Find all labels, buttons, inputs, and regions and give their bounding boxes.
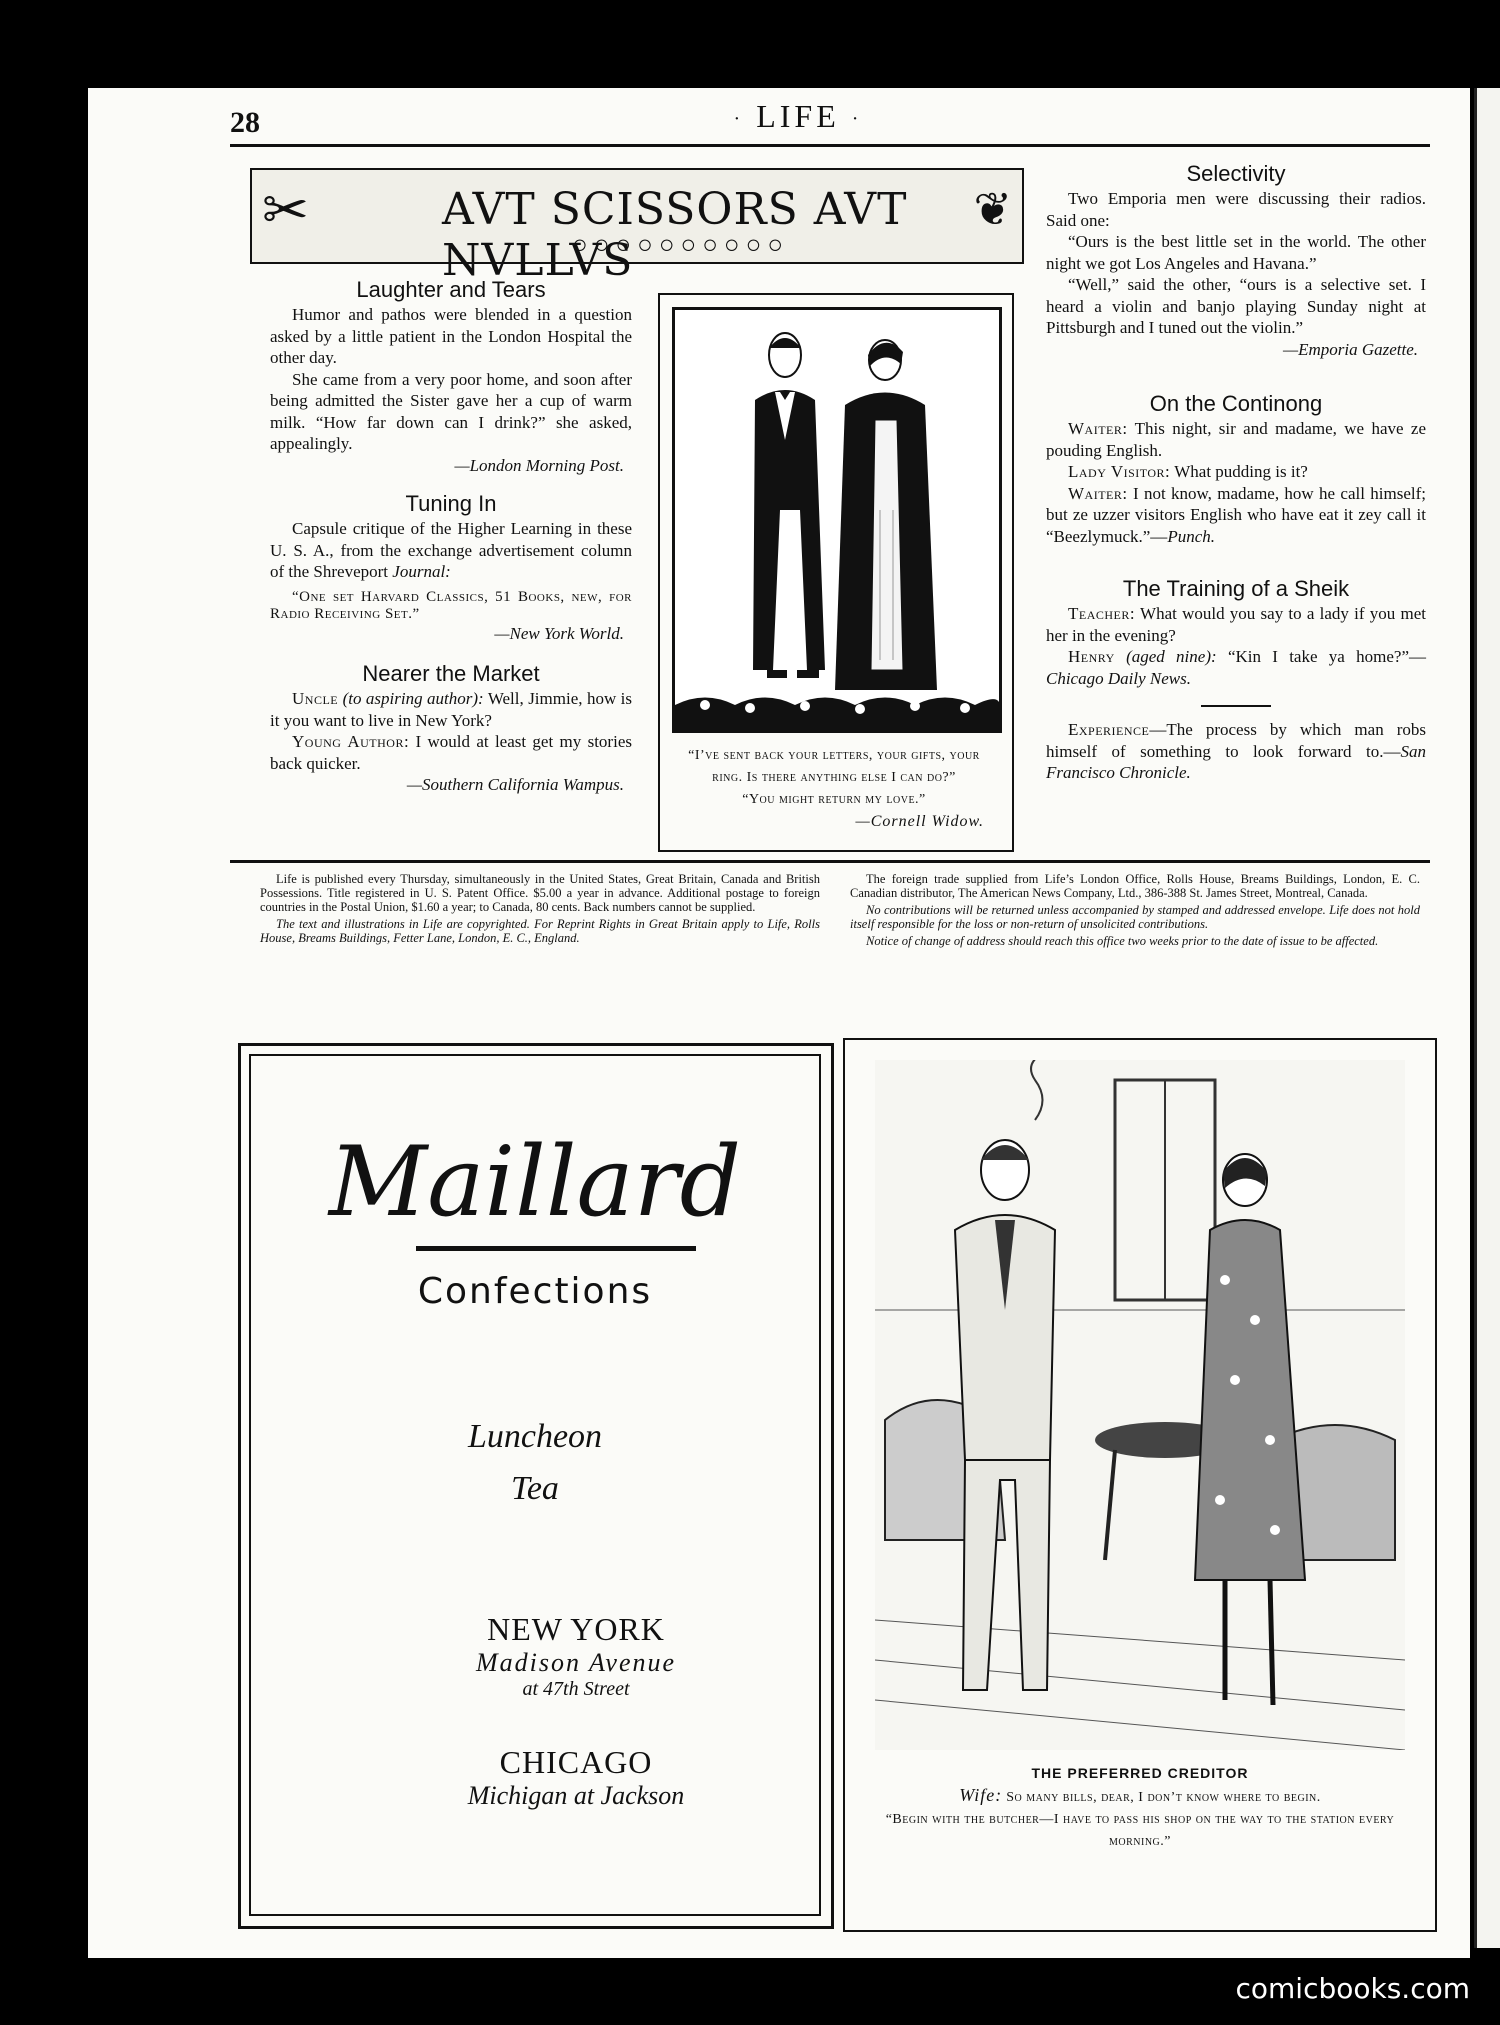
speaker: Henry xyxy=(1068,647,1115,666)
article-paragraph: She came from a very poor home, and soon after being admitted the Sister gave her a cup of warm milk. “How far down can I drink?” she asked, appealingly. xyxy=(270,369,632,453)
article-title: Nearer the Market xyxy=(362,661,540,686)
scissors-hand-icon: ✂ xyxy=(262,180,309,242)
speaker: Teacher: xyxy=(1068,604,1136,623)
caption-line: “Begin with the butcher—I have to pass his shop on the way to the station every morning.” xyxy=(885,1812,1395,1849)
offering-tea: Tea xyxy=(511,1470,559,1507)
dialogue-line xyxy=(1046,603,1426,646)
preferred-creditor-cartoon xyxy=(843,1038,1437,1932)
cartoon-caption xyxy=(865,1762,1415,1853)
dialogue-line xyxy=(1046,646,1426,689)
section-banner xyxy=(250,168,1024,286)
article-paragraph xyxy=(270,518,632,583)
couple-in-parlor-illustration xyxy=(875,1060,1405,1750)
caption-line: “I’ve sent back your letters, your gifts, your ring. Is there anything else I can do?” xyxy=(688,748,980,785)
decorative-scroll-icon: ❦ xyxy=(973,184,1012,235)
dialogue-text: Well, Jimmie, how is it you want to live in New York? xyxy=(270,689,633,730)
couple-in-evening-dress-illustration xyxy=(675,310,999,730)
cartoon-illustration xyxy=(875,1060,1405,1750)
caption-line: “You might return my love.” xyxy=(742,792,926,807)
logo-underline xyxy=(416,1246,696,1251)
article-source: —Emporia Gazette. xyxy=(1282,339,1418,359)
dialogue-text: “Kin I take ya home?”— xyxy=(1216,647,1426,666)
dialogue-line xyxy=(1046,483,1426,548)
caption-text: So many bills, dear, I don’t know where to begin. xyxy=(1002,1790,1321,1805)
article-title: The Training of a Sheik xyxy=(1122,576,1350,601)
page-number: 28 xyxy=(230,106,260,139)
article-paragraph: Two Emporia men were discussing their radios. Said one: xyxy=(1046,189,1426,230)
section-rule xyxy=(230,860,1430,863)
article-paragraph: “Ours is the best little set in the world. The other night we got Los Angeles and Havana.” xyxy=(1046,232,1426,273)
offering-luncheon: Luncheon xyxy=(467,1418,603,1455)
right-column xyxy=(1046,160,1426,784)
definition-text: —The process by which man robs himself of something to look forward to.— xyxy=(1046,720,1426,761)
cartoon-caption xyxy=(672,745,996,833)
brand-logo: Maillard xyxy=(328,1126,742,1238)
stage-direction: (aged nine): xyxy=(1126,647,1217,666)
speaker: Wife: xyxy=(959,1785,1003,1805)
article-title: Tuning In xyxy=(405,491,497,516)
article-text-italic: Journal: xyxy=(392,562,451,581)
cartoon-frame xyxy=(658,293,1014,852)
street-address: Michigan at Jackson xyxy=(467,1781,685,1810)
publication-notice-right xyxy=(850,872,1420,951)
stage-direction: (to aspiring author): xyxy=(342,689,484,708)
publication-notice-left xyxy=(260,872,820,948)
article-title: On the Continong xyxy=(1149,391,1323,416)
article-title: Selectivity xyxy=(1186,161,1286,186)
magazine-page xyxy=(88,88,1470,1958)
speaker: Lady Visitor: xyxy=(1068,462,1171,481)
article-text: Capsule critique of the Higher Learning in these U. S. A., from the exchange advertisement column of the Shreveport xyxy=(270,519,632,581)
speaker: Uncle xyxy=(292,689,339,708)
city-name: NEW YORK xyxy=(487,1611,665,1647)
dialogue-text: I not know, madame, how he call himself; but ze uzzer visitors English who have eat it zey call it “Beezlymuck.”— xyxy=(1046,483,1426,546)
definition-word: Experience xyxy=(1068,720,1150,739)
city-name: CHICAGO xyxy=(499,1744,653,1780)
maillard-advertisement xyxy=(238,1043,834,1929)
location-new-york xyxy=(436,1611,716,1701)
article-quote: “One set Harvard Classics, 51 Books, new, for Radio Receiving Set.” xyxy=(270,588,632,622)
article-paragraph xyxy=(1046,719,1426,784)
dialogue-source: Chicago Daily News. xyxy=(1046,668,1191,688)
dialogue-text: This night, sir and madame, we have ze pouding English. xyxy=(1046,419,1426,460)
caption-source: —Cornell Widow. xyxy=(855,813,984,830)
header-rule xyxy=(230,144,1430,147)
dialogue-line xyxy=(270,731,632,774)
speaker: Waiter: xyxy=(1068,419,1128,438)
site-watermark: comicbooks.com xyxy=(1235,1972,1470,2005)
article-title: Laughter and Tears xyxy=(356,277,546,302)
magazine-title-text: LIFE xyxy=(756,98,840,134)
notice-paragraph: Notice of change of address should reach this office two weeks prior to the date of issue to be affected. xyxy=(866,934,1379,948)
notice-paragraph: No contributions will be returned unless accompanied by stamped and addressed envelope. Life does not hold itself responsible for the loss or non-return of unsolicited contributions. xyxy=(850,903,1420,931)
notice-paragraph: Life is published every Thursday, simultaneously in the United States, Great Britain, Canada and British Possessions. Title registered in U. S. Patent Office. $5.00 a year in advance. Additional postage to foreign countries in the Postal Union, $1.60 a year; to Canada, 80 cents. Back numbers cannot be supplied. xyxy=(260,872,820,914)
article-paragraph: Humor and pathos were blended in a question asked by a little patient in the London Hospital the other day. xyxy=(270,305,632,367)
ad-tagline: Confections xyxy=(417,1271,653,1312)
article-source: —New York World. xyxy=(494,623,624,643)
article-paragraph: “Well,” said the other, “ours is a selective set. I heard a violin and banjo playing Sunday night at Pittsburgh and I tuned out the violin.” xyxy=(1046,275,1426,337)
decorative-eggs-icon: ○○○○○○○○○○ xyxy=(572,230,790,259)
street-address: Madison Avenue xyxy=(475,1648,677,1677)
cartoon-illustration xyxy=(672,307,1002,733)
banner-text: AVT SCISSORS AVT NVLLVS xyxy=(442,184,908,286)
cartoon-title: THE PREFERRED CREDITOR xyxy=(1031,1765,1249,1781)
dialogue-text: I would at least get my stories back quicker. xyxy=(270,732,632,773)
cross-street: at 47th Street xyxy=(522,1678,630,1700)
ad-inner-border xyxy=(249,1054,821,1916)
magazine-title: · LIFE · xyxy=(733,98,863,134)
location-chicago xyxy=(436,1744,716,1811)
dialogue-text: What pudding is it? xyxy=(1170,462,1308,481)
ad-offerings xyxy=(251,1411,819,1515)
notice-paragraph: The foreign trade supplied from Life’s London Office, Rolls House, Breams Buildings, London, E. C. Canadian distributor, The American News Company, Ltd., 386-388 St. James Street, Montreal, Canada. xyxy=(850,872,1420,900)
section-divider xyxy=(1201,705,1271,707)
dialogue-line xyxy=(1046,461,1426,483)
left-column xyxy=(270,276,632,796)
notice-paragraph: The text and illustrations in Life are copyrighted. For Reprint Rights in Great Britain apply to Life, Rolls House, Breams Buildings, Fetter Lane, London, E. C., England. xyxy=(260,917,820,945)
dialogue-source: Punch. xyxy=(1167,526,1215,546)
speaker: Young Author: xyxy=(292,732,410,751)
caption-line xyxy=(865,1784,1415,1809)
article-source: —Southern California Wampus. xyxy=(406,775,624,794)
dialogue-line xyxy=(270,688,632,731)
facing-page-edge xyxy=(1474,88,1500,1948)
dialogue-text: What would you say to a lady if you met her in the evening? xyxy=(1046,604,1426,645)
article-source: —London Morning Post. xyxy=(454,455,624,475)
speaker: Waiter: xyxy=(1068,483,1128,503)
definition-source: San Francisco Chronicle. xyxy=(1046,741,1426,782)
dialogue-line xyxy=(1046,418,1426,461)
